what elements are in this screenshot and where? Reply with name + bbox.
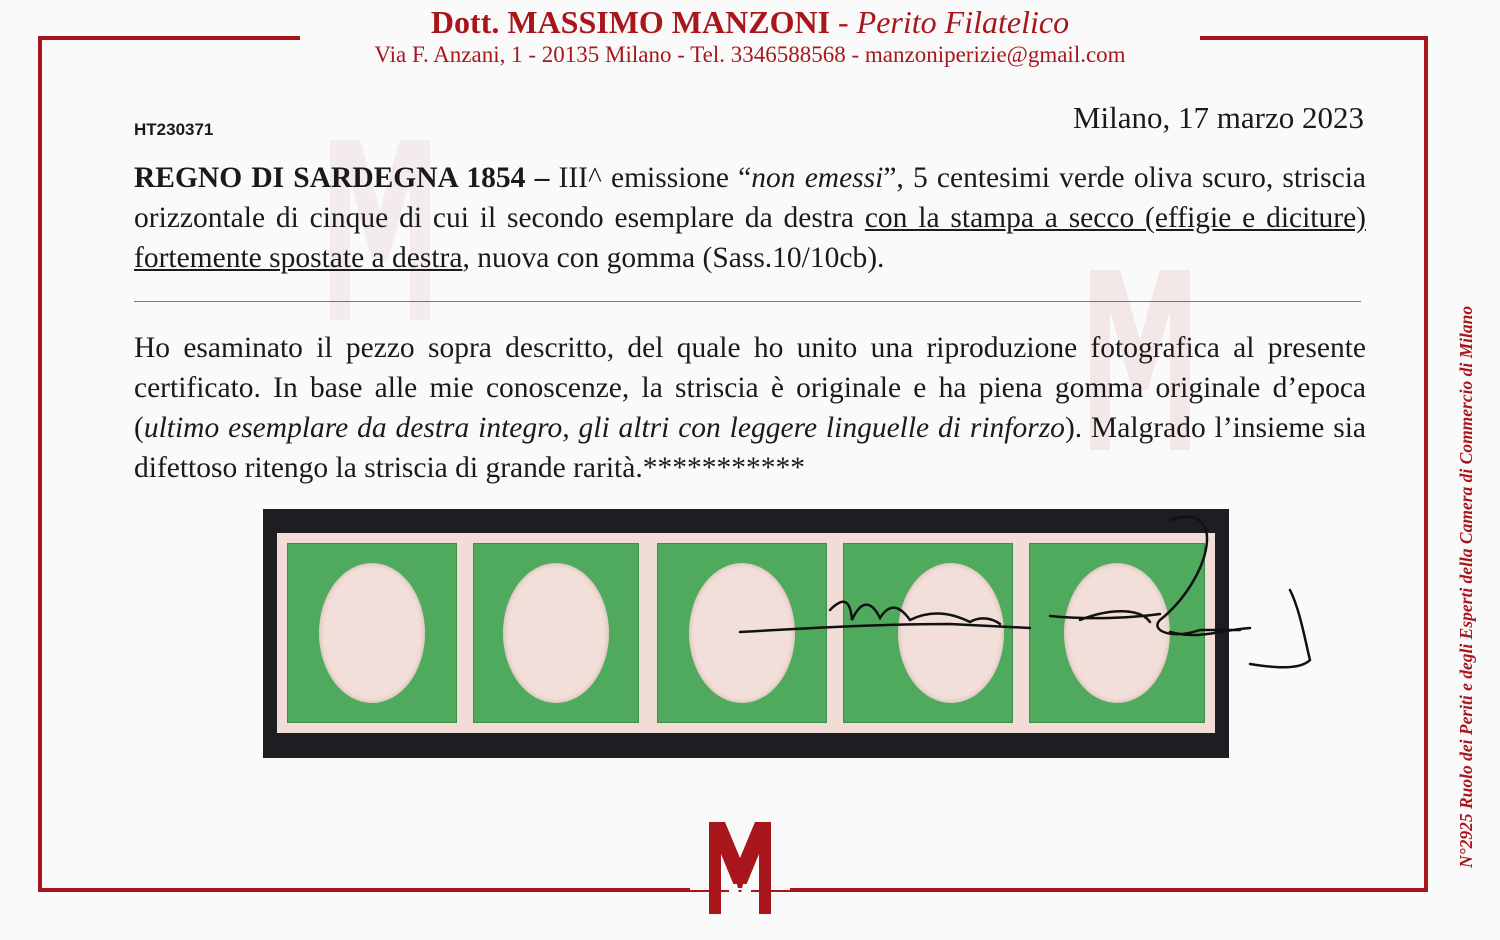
expert-name: Dott. MASSIMO MANZONI: [430, 4, 831, 40]
opinion-part2: ). Malgrado l’insieme sia difettoso ritengo la striscia di grande rarità.***********: [134, 412, 1366, 484]
certificate-code: HT230371: [134, 120, 214, 139]
stamp-embossed-effigy: [503, 563, 609, 703]
certificate-date: Milano, 17 marzo 2023: [1072, 100, 1364, 135]
divider: [134, 301, 1361, 302]
stamp-embossed-effigy: [319, 563, 425, 703]
description-lead: REGNO DI SARDEGNA 1854 –: [134, 162, 550, 194]
description-part2: ”, 5 centesimi verde oliva scuro, striscia orizzontale di cinque di cui il secondo esemplare da destra: [134, 162, 1366, 234]
handwritten-signature: [730, 490, 1330, 690]
expert-role: Perito Filatelico: [856, 4, 1070, 40]
description-underlined: con la stampa a secco (effigie e diciture) fortemente spostate a destra: [134, 202, 1366, 274]
stamp: [277, 533, 467, 733]
description-part1: III^ emissione “: [549, 162, 752, 194]
description-italic: non emessi: [751, 162, 884, 194]
opinion-part1: Ho esaminato il pezzo sopra descritto, del quale ho unito una riproduzione fotografica al presente certificato. In base alle mie conoscenze, la striscia è originale e ha piena gomma originale d’epoca (: [134, 332, 1366, 444]
description-part3: , nuova con gomma (Sass.10/10cb).: [462, 242, 885, 274]
header-separator: -: [830, 4, 857, 40]
registry-note: N°2925 Ruolo dei Periti e degli Esperti della Camera di Commercio di Milano: [1456, 305, 1476, 868]
header-address: Via F. Anzani, 1 - 20135 Milano - Tel. 3346588568 - manzoniperizie@gmail.com: [374, 42, 1126, 67]
opinion-text: [134, 328, 1366, 488]
opinion-italic: ultimo esemplare da destra integro, gli altri con leggere linguelle di rinforzo: [143, 412, 1065, 444]
mm-logo: [705, 818, 775, 918]
stamp-frame: [473, 543, 639, 723]
header-title: [0, 4, 1500, 41]
stamp: [463, 533, 649, 733]
item-description: [134, 158, 1366, 278]
stamp-frame: [287, 543, 457, 723]
